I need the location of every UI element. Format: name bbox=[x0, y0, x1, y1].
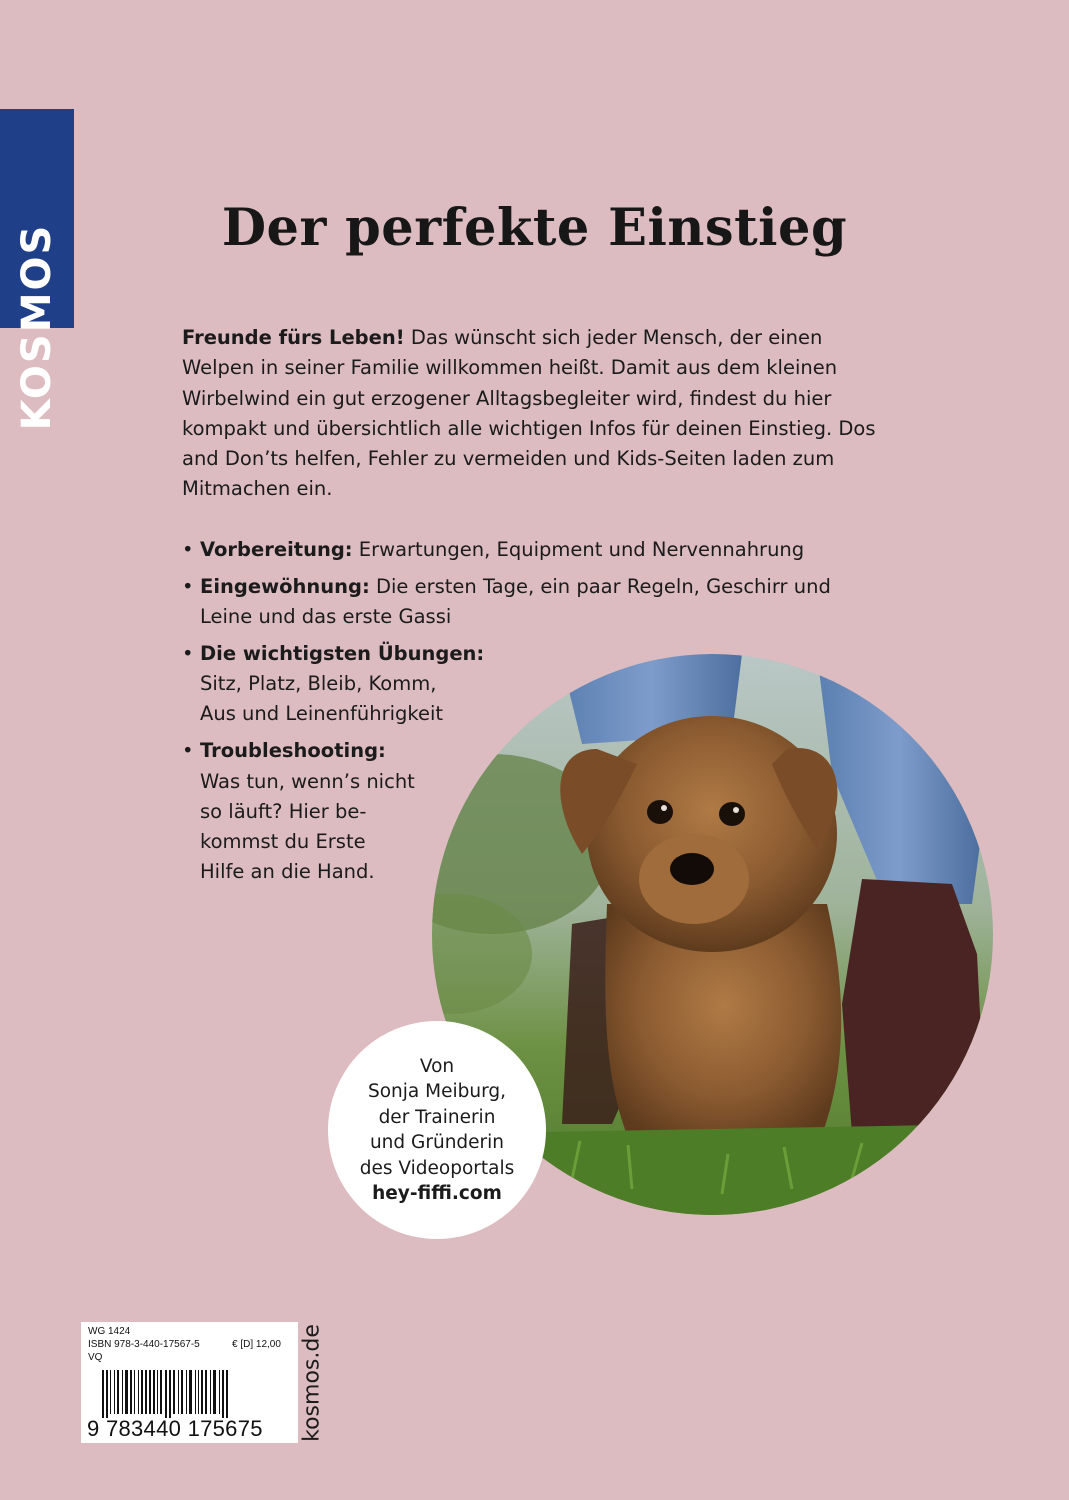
barcode-bar bbox=[149, 1370, 151, 1414]
barcode-bar bbox=[157, 1370, 158, 1414]
list-item-title: Vorbereitung: bbox=[200, 538, 353, 561]
list-item-line: Was tun, wenn’s nicht bbox=[200, 769, 415, 793]
barcode-bar bbox=[110, 1370, 111, 1414]
barcode-bar bbox=[153, 1370, 155, 1414]
barcode-bar bbox=[219, 1370, 220, 1414]
barcode-bar bbox=[160, 1370, 162, 1414]
barcode-box bbox=[81, 1322, 298, 1443]
intro-lead: Freunde fürs Leben! bbox=[182, 326, 405, 349]
intro-text: Das wünscht sich jeder Mensch, der einen Welpen in seiner Familie willkommen heißt. Damit aus dem kleinen Wirbelwind ein gut erzogener Alltagsbegleiter wird, findest du hier kompakt und übersichtlich alle wichtigen Infos für deinen Einstieg. Dos and Don’ts helfen, Fehler zu vermeiden und Kids-Seiten laden zum Mitmachen ein. bbox=[182, 326, 876, 501]
barcode-bar bbox=[114, 1370, 115, 1414]
author-line: Sonja Meiburg, bbox=[367, 1081, 506, 1102]
barcode-bar bbox=[198, 1370, 199, 1414]
barcode-bar bbox=[210, 1370, 211, 1414]
barcode-bar bbox=[122, 1370, 123, 1414]
author-line: und Gründerin bbox=[369, 1132, 505, 1153]
list-item-title: Troubleshooting: bbox=[200, 739, 386, 763]
barcode-bar bbox=[195, 1370, 196, 1414]
barcode-bar bbox=[117, 1370, 119, 1414]
isbn-text: ISBN 978-3-440-17567-5 bbox=[88, 1339, 200, 1350]
barcode-bar bbox=[201, 1370, 203, 1414]
author-bubble bbox=[328, 1021, 546, 1239]
barcode-bar bbox=[134, 1370, 135, 1414]
barcode-bar bbox=[169, 1370, 171, 1418]
barcode-bar bbox=[102, 1370, 104, 1418]
list-item bbox=[182, 535, 882, 565]
barcode-bar bbox=[222, 1370, 224, 1418]
list-item-line: kommst du Erste bbox=[200, 830, 366, 854]
list-item-title: Eingewöhnung: bbox=[200, 574, 370, 598]
barcode-bar bbox=[106, 1370, 108, 1418]
list-item-line: Hilfe an die Hand. bbox=[200, 860, 375, 884]
barcode-bar bbox=[213, 1370, 216, 1414]
author-line: der Trainerin bbox=[378, 1106, 496, 1128]
barcode-bar bbox=[189, 1370, 192, 1414]
vq-code: VQ bbox=[88, 1352, 103, 1363]
barcode-bars bbox=[102, 1370, 290, 1418]
website-text[interactable]: kosmos.de bbox=[299, 1324, 325, 1442]
author-line: Von bbox=[419, 1055, 455, 1077]
barcode-bar bbox=[226, 1370, 228, 1418]
barcode-bar bbox=[165, 1370, 167, 1418]
barcode-digits: 9 783440 175675 bbox=[87, 1416, 263, 1441]
wg-code: WG 1424 bbox=[88, 1326, 131, 1337]
book-headline: Der perfekte Einstieg bbox=[221, 198, 848, 258]
barcode-bar bbox=[181, 1370, 183, 1414]
barcode-bar bbox=[130, 1370, 132, 1414]
barcode-bar bbox=[141, 1370, 143, 1414]
author-line: des Videoportals bbox=[359, 1157, 515, 1179]
list-item-text: Erwartungen, Equipment und Nervennahrung bbox=[352, 538, 805, 561]
list-item bbox=[182, 572, 882, 633]
author-text bbox=[360, 1054, 515, 1207]
barcode-bar bbox=[178, 1370, 179, 1414]
list-item-title: Die wichtigsten Übungen: bbox=[200, 641, 485, 665]
list-item-line: so läuft? Hier be- bbox=[200, 799, 367, 823]
barcode-bar bbox=[186, 1370, 187, 1414]
publisher-logo-text: KOSMOS bbox=[14, 223, 60, 431]
barcode-bar bbox=[125, 1370, 128, 1414]
author-url[interactable]: hey-fiffi.com bbox=[372, 1183, 502, 1204]
intro-paragraph bbox=[182, 323, 882, 505]
barcode-bar bbox=[145, 1370, 147, 1414]
list-item-line: Aus und Leinenführigkeit bbox=[200, 702, 444, 726]
barcode-bar bbox=[138, 1370, 139, 1414]
barcode-bar bbox=[173, 1370, 175, 1414]
list-item-line: Sitz, Platz, Bleib, Komm, bbox=[200, 672, 437, 696]
list-item-text: Die ersten Tage, ein paar Regeln, Geschirr und Leine und das erste Gassi bbox=[200, 574, 831, 629]
barcode-bar bbox=[205, 1370, 207, 1414]
price-text: € [D] 12,00 bbox=[232, 1339, 281, 1350]
